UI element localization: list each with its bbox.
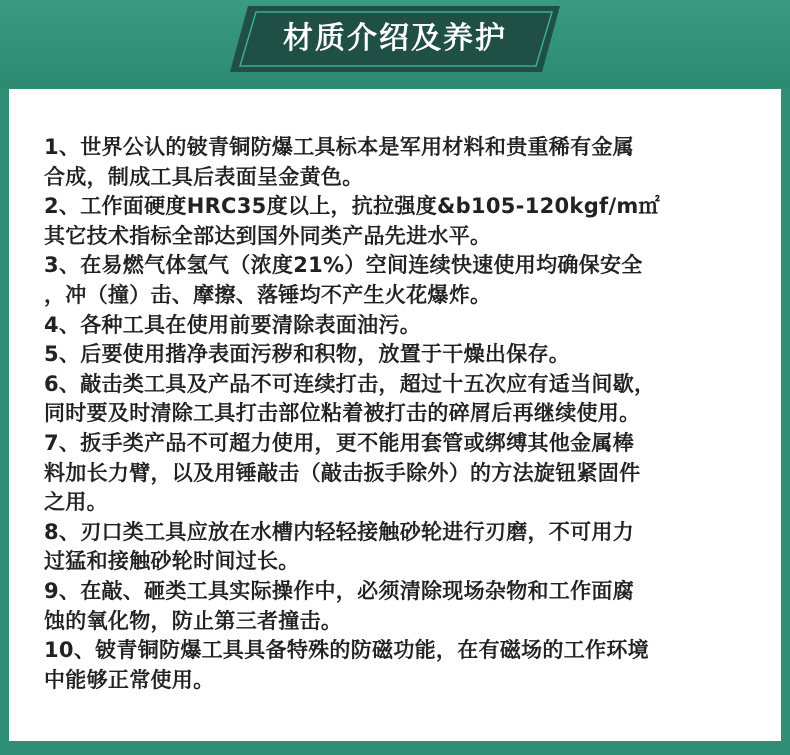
text-line: 9、在敲、砸类工具实际操作中，必须清除现场杂物和工作面腐 [44, 578, 635, 603]
text-line: 合成，制成工具后表面呈金黄色。 [44, 164, 364, 189]
text-line: 之用。 [44, 490, 108, 515]
text-line: 8、刃口类工具应放在水槽内轻轻接触砂轮进行刃磨，不可用力 [44, 519, 635, 544]
text-line: 其它技术指标全部达到国外同类产品先进水平。 [44, 223, 492, 248]
text-line: 中能够正常使用。 [44, 667, 215, 692]
text-line: 7、扳手类产品不可超力使用，更不能用套管或绑缚其他金属棒 [44, 430, 635, 455]
footer-band [0, 741, 790, 755]
description-text [44, 133, 769, 695]
text-line: 2、工作面硬度HRC35度以上，抗拉强度&b105-120kgf/m㎡ [44, 194, 660, 219]
title-banner [230, 6, 560, 72]
text-line: 6、敲击类工具及产品不可连续打击，超过十五次应有适当间歇， [44, 371, 656, 396]
text-line: 4、各种工具在使用前要清除表面油污。 [44, 312, 422, 337]
text-line: 10、铍青铜防爆工具具备特殊的防磁功能，在有磁场的工作环境 [44, 638, 649, 663]
text-line: 蚀的氧化物，防止第三者撞击。 [44, 608, 343, 633]
text-line: 3、在易燃气体氢气（浓度21%）空间连续快速使用均确保安全 [44, 253, 643, 278]
text-line: 1、世界公认的铍青铜防爆工具标本是军用材料和贵重稀有金属 [44, 135, 635, 159]
text-line: 料加长力臂，以及用锤敲击（敲击扳手除外）的方法旋钮紧固件 [44, 460, 641, 485]
page-title: 材质介绍及养护 [283, 21, 507, 56]
text-line: 同时要及时清除工具打击部位粘着被打击的碎屑后再继续使用。 [44, 401, 641, 426]
text-line: 过猛和接触砂轮时间过长。 [44, 549, 300, 574]
text-line: ，冲（撞）击、摩擦、落锤均不产生火花爆炸。 [44, 282, 492, 307]
text-line: 5、后要使用揩净表面污秽和积物，放置于干燥出保存。 [44, 342, 571, 367]
